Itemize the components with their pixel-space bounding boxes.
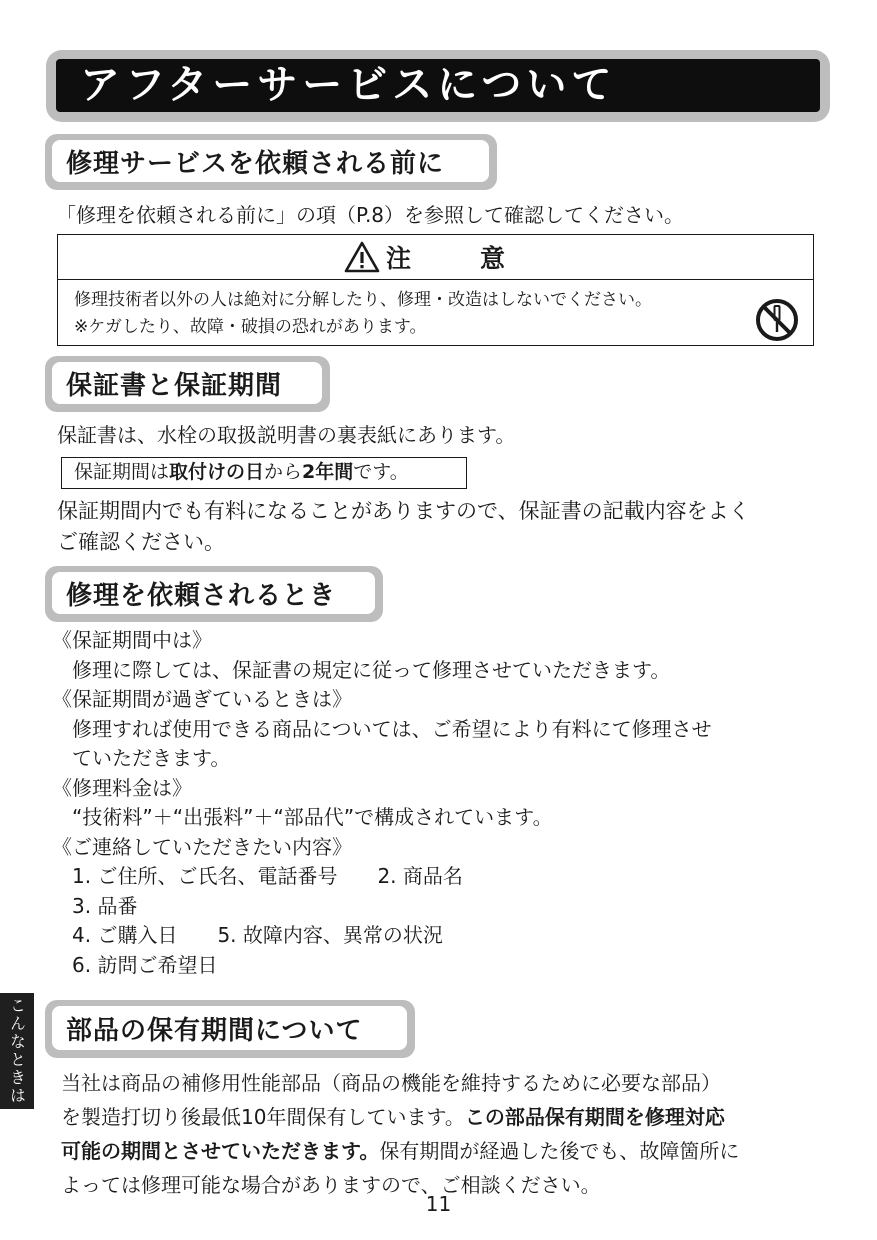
section-header-requesting (45, 566, 383, 622)
no-disassembly-icon (755, 298, 799, 342)
text-line: 《修理料金は》 (52, 775, 192, 800)
period-text: から (264, 461, 303, 483)
period-text: 保証期間は (74, 461, 170, 483)
caution-text (74, 287, 652, 341)
text-line: 6. 訪問ご希望日 (52, 952, 218, 977)
requesting-text (52, 626, 712, 980)
section-header-parts (45, 1000, 415, 1058)
text-line: 3. 品番 (52, 893, 138, 918)
text-line: 当社は商品の補修用性能部品（商品の機能を維持するために必要な部品） (61, 1071, 721, 1095)
page-number: 11 (425, 1192, 452, 1216)
section-title: 修理を依頼されるとき (66, 580, 337, 611)
page-title: アフターサービスについて (80, 62, 617, 108)
warranty-text: 保証書は、水栓の取扱説明書の裏表紙にあります。 (57, 423, 516, 447)
section-title: 保証書と保証期間 (66, 370, 283, 401)
section-title: 部品の保有期間について (66, 1015, 363, 1046)
warranty-period-box (61, 457, 467, 489)
caution-header (58, 235, 813, 280)
text-line: ていただきます。 (52, 746, 231, 770)
before-repair-text: 「修理を依頼される前に」の項（P.8）を参照して確認してください。 (56, 203, 685, 227)
text-line: 可能の期間とさせていただきます。保有期間が経過した後でも、故障箇所に (61, 1139, 740, 1163)
caution-box (57, 234, 814, 346)
section-header-before-repair (45, 134, 497, 190)
text-line: 1. ご住所、ご氏名、電話番号 2. 商品名 (52, 864, 463, 888)
text-line: 4. ご購入日 5. 故障内容、異常の状況 (52, 923, 443, 947)
warning-triangle-icon (344, 241, 380, 273)
side-index-tab: こんなときは (0, 993, 34, 1109)
period-length: 2年間 (302, 461, 354, 483)
section-title: 修理サービスを依頼される前に (66, 148, 445, 179)
text-line: 《保証期間が過ぎているときは》 (52, 687, 352, 711)
section-header-warranty (45, 356, 330, 412)
text-line: 《保証期間中は》 (52, 628, 212, 652)
period-text: です。 (353, 461, 409, 483)
caution-line: 修理技術者以外の人は絶対に分解したり、修理・改造はしないでください。 (74, 290, 652, 310)
caution-title: 注 意 (385, 244, 527, 273)
text-line: よっては修理可能な場合がありますので、ご相談ください。 (61, 1173, 601, 1197)
caution-line: ※ケガしたり、故障・破損の恐れがあります。 (74, 317, 427, 337)
text-line: を製造打切り後最低10年間保有しています。この部品保有期間を修理対応 (61, 1105, 725, 1129)
text-line: 修理に際しては、保証書の規定に従って修理させていただきます。 (52, 657, 671, 682)
text-line: “技術料”＋“出張料”＋“部品代”で構成されています。 (52, 805, 553, 829)
page-title-banner (46, 50, 830, 122)
period-start: 取付けの日 (169, 461, 265, 483)
text-line: 修理すれば使用できる商品については、ご希望により有料にて修理させ (52, 716, 712, 741)
text-line: 《ご連絡していただきたい内容》 (52, 834, 352, 859)
warranty-note: 保証期間内でも有料になることがありますので、保証書の記載内容をよく ご確認ください。 (57, 499, 750, 554)
parts-text (61, 1066, 739, 1202)
